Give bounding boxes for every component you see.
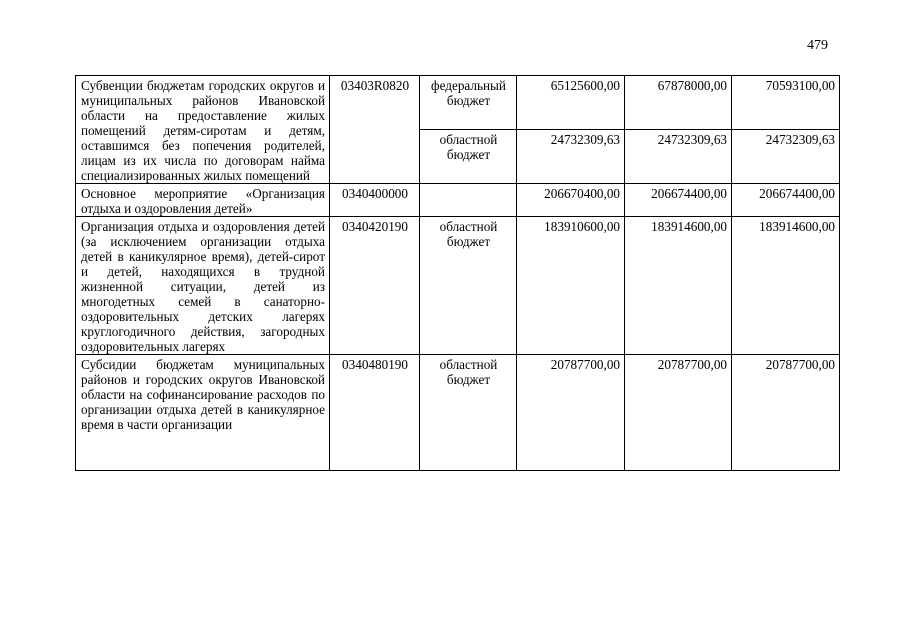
row-value-3: 70593100,00 (732, 76, 840, 130)
row-value-1: 183910600,00 (517, 217, 625, 355)
table-row (76, 355, 840, 471)
row-source: областной бюджет (420, 355, 517, 471)
row-value-3: 206674400,00 (732, 184, 840, 217)
row-code: 0340400000 (330, 184, 420, 217)
row-code: 03403R0820 (330, 76, 420, 184)
row-value-3: 20787700,00 (732, 355, 840, 471)
table-row (76, 217, 840, 355)
row-source: областной бюджет (420, 217, 517, 355)
row-value-1: 65125600,00 (517, 76, 625, 130)
row-value-3: 24732309,63 (732, 130, 840, 184)
row-name: Субсидии бюджетам муниципальных районов и городских округов Ивановской области на софинансирование расходов по организации отдыха детей в каникулярное время в части организации (76, 355, 330, 471)
row-source (420, 184, 517, 217)
row-code: 0340480190 (330, 355, 420, 471)
row-name: Субвенции бюджетам городских округов и муниципальных районов Ивановской области на предоставление жилых помещений детям-сиротам и детям, оставшимся без попечения родителей, лицам из их числа по договорам найма специализированных жилых помещений (76, 76, 330, 184)
row-source: федеральный бюджет (420, 76, 517, 130)
page-number: 479 (807, 38, 828, 53)
row-value-1: 24732309,63 (517, 130, 625, 184)
row-name: Основное мероприятие «Организация отдыха и оздоровления детей» (76, 184, 330, 217)
row-code: 0340420190 (330, 217, 420, 355)
row-value-1: 206670400,00 (517, 184, 625, 217)
row-value-3: 183914600,00 (732, 217, 840, 355)
row-name: Организация отдыха и оздоровления детей (за исключением организации отдыха детей в каникулярное время), детей-сирот и детей, находящихся в трудной жизненной ситуации, детей из многодетных семей в санаторно-оздоровительных детских лагерях круглогодичного действия, загородных оздоровительных лагерях (76, 217, 330, 355)
row-value-2: 67878000,00 (625, 76, 732, 130)
row-value-2: 20787700,00 (625, 355, 732, 471)
row-value-1: 20787700,00 (517, 355, 625, 471)
table-row (76, 76, 840, 130)
row-value-2: 24732309,63 (625, 130, 732, 184)
budget-table (75, 75, 840, 471)
table-row (76, 184, 840, 217)
row-source: областной бюджет (420, 130, 517, 184)
row-value-2: 206674400,00 (625, 184, 732, 217)
row-value-2: 183914600,00 (625, 217, 732, 355)
